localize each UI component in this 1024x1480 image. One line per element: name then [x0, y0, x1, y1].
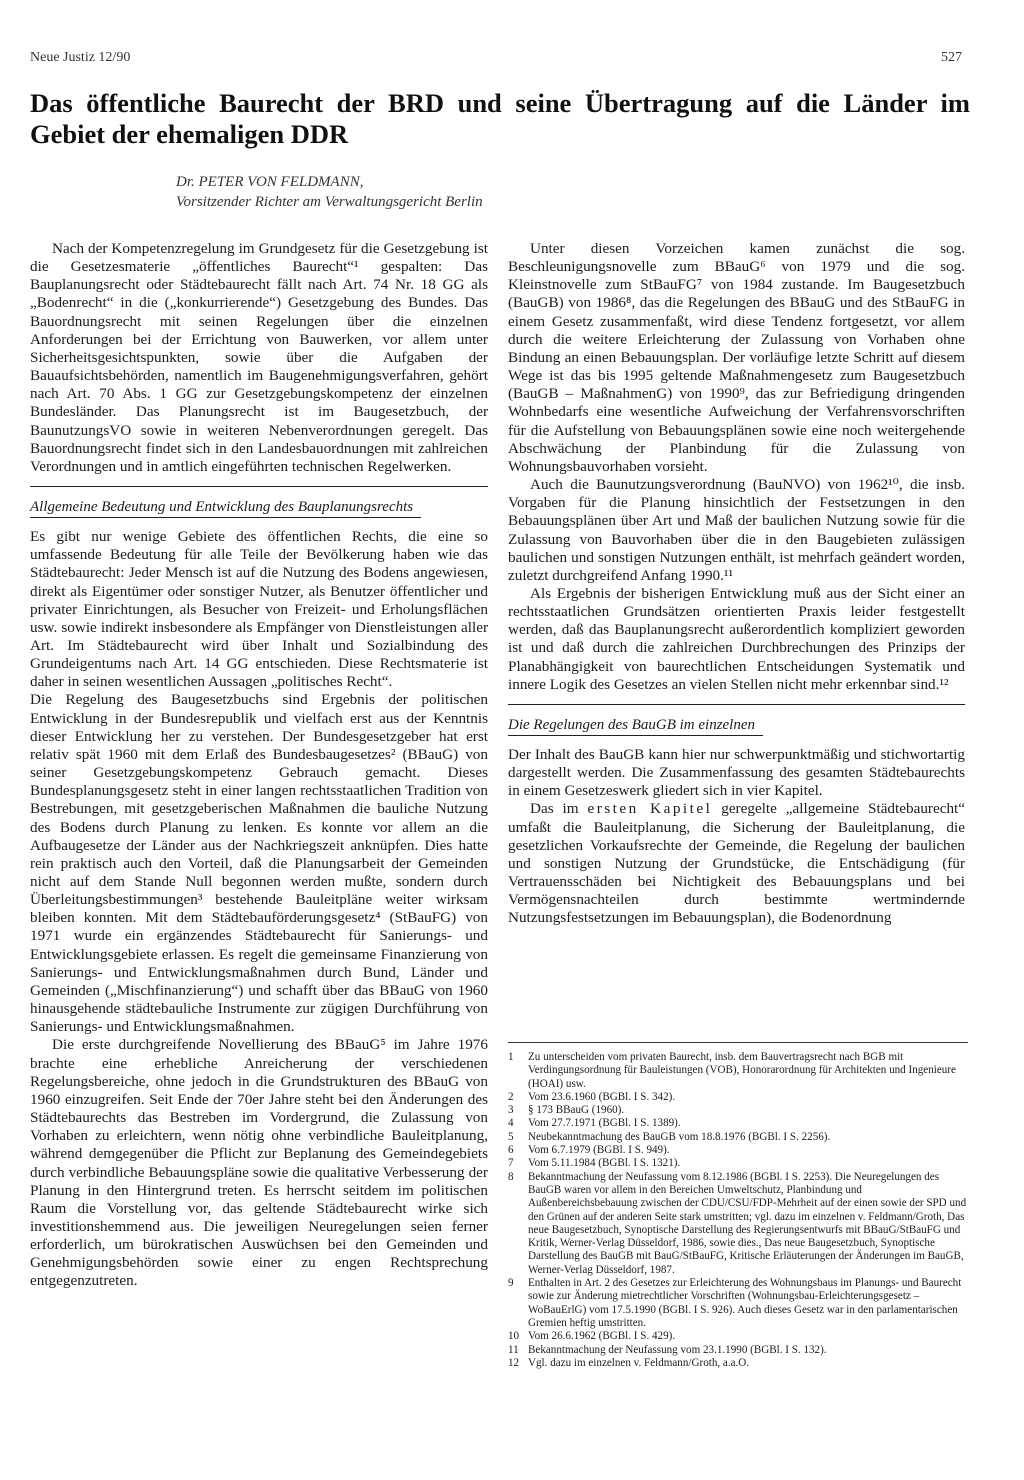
section-heading: Allgemeine Bedeutung und Entwicklung des Bauplanungsrechts	[30, 497, 421, 518]
author-name: Dr. PETER VON FELDMANN,	[176, 174, 364, 190]
footnote-number: 4	[508, 1117, 514, 1130]
footnote-number: 8	[508, 1170, 514, 1183]
footnote-number: 9	[508, 1277, 514, 1290]
text-run: geregelte „allgemeine Städtebaurecht“ umfaßt die Bauleitplanung, die Sicherung der Bauleitplanung, die gesetzlichen Vorkaufsrechte der Gemeinde, die Regelung der baulichen und sonstigen Nutzung der Grundstücke, die Entschädigung (für Vertrauensschäden bei Nichtigkeit des Bebauungsplans und bei Vermögensnachteilen durch bestimmte wertmindernde Nutzungsfestsetzungen im Bebauungsplan), die Bodenordnung	[508, 800, 966, 927]
running-header-journal: Neue Justiz 12/90	[30, 50, 131, 65]
footnote	[508, 1131, 968, 1144]
page-number: 527	[941, 50, 962, 65]
article-title: Das öffentliche Baurecht der BRD und seine Übertragung auf die Länder im Gebiet der ehemaligen DDR	[30, 88, 970, 149]
section-heading-block	[30, 486, 488, 518]
footnote-text: Zu unterscheiden vom privaten Baurecht, insb. dem Bauvertragsrecht nach BGB mit Verdingungsordnung für Bauleistungen (VOB), Honorarordnung für Architekten und Ingenieure (HOAI) usw.	[528, 1051, 956, 1090]
footnote-text: Vgl. dazu im einzelnen v. Feldmann/Groth, a.a.O.	[528, 1356, 750, 1369]
footnote	[508, 1051, 968, 1091]
footnote	[508, 1104, 968, 1117]
body-paragraph: Es gibt nur wenige Gebiete des öffentlichen Rechts, die eine so umfassende Bedeutung für alle Teile der Bevölkerung haben wie das Städtebaurecht: Jeder Mensch ist auf die Nutzung des Bodens angewiesen, direkt als Eigentümer oder sonstiger Nutzer, als Benutzer öffentlicher und privater Einrichtungen, als Besucher von Freizeit- und Erholungsflächen usw. sowie indirekt insbesondere als Empfänger von Dienstleistungen aller Art. Im Städtebaurecht wird über Inhalt und Sozialbindung des Grundeigentums nach Art. 14 GG entschieden. Diese Rechtsmaterie ist daher in seinen wesentlichen Aussagen „politisches Recht“.	[30, 528, 488, 691]
right-column	[508, 240, 965, 927]
footnote	[508, 1344, 968, 1357]
footnote	[508, 1357, 968, 1370]
body-paragraph: Die Regelung des Baugesetzbuchs sind Ergebnis der politischen Entwicklung in der Bundesrepublik und vielfach erst aus der Kenntnis dieser Entwicklung her zu verstehen. Der Bundesgesetzgeber hat erst relativ spät 1960 mit dem Erlaß des Bundesbaugesetzes² (BBauG) von seiner Gesetzgebungskompetenz Gebrauch gemacht. Dieses Bundesplanungsgesetz steht in einer langen rechtsstaatlichen Tradition von Bestrebungen, mit gesetzgeberischen Maßnahmen die bauliche Nutzung des Bodens durch Planung zu lenken. Es konnte vor allem an die Aufbaugesetze der Länder aus der Nachkriegszeit anknüpfen. Dies hatte rein praktisch auch den Vorteil, daß die Planungsarbeit der Gemeinden nicht auf dem Stande Null begonnen werden mußte, sondern durch Überleitungsbestimmungen³ bestehende Bauleitpläne weiter wirksam bleiben konnten. Mit dem Städtebauförderungsgesetz⁴ (StBauFG) von 1971 wurde ein ergänzendes Städtebaurecht für Sanierungs- und Entwicklungsgebiete erlassen. Es regelt die gemeinsame Finanzierung von Sanierungs- und Entwicklungsmaßnahmen durch Bund, Länder und Gemeinden („Mischfinanzierung“) und schafft über das BBauG von 1960 hinausgehende städtebauliche Instrumente zur zügigen Durchführung von Sanierungs- und Entwicklungsmaßnahmen.	[30, 691, 488, 1036]
body-paragraph: Unter diesen Vorzeichen kamen zunächst die sog. Beschleunigungsnovelle zum BBauG⁶ von 1979 und die sog. Kleinstnovelle zum StBauFG⁷ von 1984 zustande. Im Baugesetzbuch (BauGB) von 1986⁸, das die Regelungen des BBauG und des StBauFG in einem Gesetz zusammenfaßt, wird diese Tendenz fortgesetzt, vor allem durch die weitere Erleichterung der Zulassung von Vorhaben ohne Bindung an einen Bebauungsplan. Der vorläufige letzte Schritt auf diesem Wege ist das bis 1995 geltende Maßnahmengesetz zum Baugesetzbuch (BauGB – MaßnahmenG) von 1990⁹, das zur Befriedigung dringenden Wohnbedarfs eine wesentliche Aufweichung der Verfahrensvorschriften für die Aufstellung von Bebauungsplänen sowie eine noch weitergehende Abschwächung der Planbindung für die Zulassung von Wohnungsbauvorhaben vorsieht.	[508, 240, 965, 475]
footnote	[508, 1091, 968, 1104]
footnote-number: 12	[508, 1356, 520, 1369]
body-paragraph: Als Ergebnis der bisherigen Entwicklung muß aus der Sicht einer an rechtsstaatlichen Grundsätzen orientierten Praxis leider festgestellt werden, daß das Bauplanungsrecht außerordentlich kompliziert geworden ist und daß durch die zahlreichen Durchbrechungen des Prinzips der Planabhängigkeit von baurechtlichen Entscheidungen Systematik und innere Logik des Gesetzes an vielen Stellen nicht mehr erkennbar sind.¹²	[508, 584, 965, 693]
footnote-text: Neubekanntmachung des BauGB vom 18.8.1976 (BGBl. I S. 2256).	[528, 1130, 831, 1143]
section-heading-block	[508, 704, 965, 736]
body-paragraph	[508, 800, 965, 927]
footnote-text: Bekanntmachung der Neufassung vom 23.1.1990 (BGBl. I S. 132).	[528, 1343, 827, 1356]
footnote	[508, 1157, 968, 1170]
author-role: Vorsitzender Richter am Verwaltungsgericht Berlin	[176, 194, 483, 210]
footnotes	[508, 1042, 968, 1370]
footnote-text: Vom 26.6.1962 (BGBl. I S. 429).	[528, 1330, 676, 1343]
footnote-number: 10	[508, 1330, 520, 1343]
emphasized-term: ersten Kapitel	[587, 800, 713, 818]
footnote-number: 11	[508, 1343, 519, 1356]
footnote-number: 5	[508, 1130, 514, 1143]
footnote-text: Bekanntmachung der Neufassung vom 8.12.1986 (BGBl. I S. 2253). Die Neuregelungen des BauGB waren vor allem in den Bereichen Umweltschutz, Planbindung und Außenbereichsbebauung zwischen der CDU/CSU/FDP-Mehrheit auf der einen sowie der SPD und den Grünen auf der anderen Seite stark umstritten; vgl. dazu im einzelnen v. Feldmann/Groth, Das neue Baugesetzbuch, Synoptische Darstellung des Regierungsentwurfs mit BBauG/StBauFG und Kritik, Werner-Verlag Düsseldorf, 1986, sowie dies., Das neue Baugesetzbuch, Synoptische Darstellung des BauGB mit BauG/StBauFG, Kritische Erläuterungen der Änderungen im BauGB, Werner-Verlag Düsseldorf, 1987.	[528, 1170, 967, 1276]
text-run: Das im	[530, 800, 588, 818]
footnote-number: 2	[508, 1090, 514, 1103]
footnote-number: 6	[508, 1144, 514, 1157]
footnote-text: Vom 6.7.1979 (BGBl. I S. 949).	[528, 1144, 670, 1157]
left-column	[30, 240, 488, 1291]
footnote	[508, 1330, 968, 1343]
footnote-text: Enthalten in Art. 2 des Gesetzes zur Erleichterung des Wohnungsbaus im Planungs- und Baurecht sowie zur Änderung mietrechtlicher Vorschriften (Wohnungsbau-Erleichterungsgesetz – WoBauErlG) vom 17.5.1990 (BGBl. I S. 926). Auch dieses Gesetz war in den parlamentarischen Gremien heftig umstritten.	[528, 1277, 962, 1329]
footnote-number: 1	[508, 1051, 514, 1063]
intro-paragraph: Nach der Kompetenzregelung im Grundgesetz für die Gesetzgebung ist die Gesetzesmaterie „öffentliches Baurecht“¹ gespalten: Das Bauplanungsrecht oder Städtebaurecht fällt nach Art. 74 Nr. 18 GG als „Bodenrecht“ in die („konkurrierende“) Gesetzgebung des Bundes. Das Bauordnungsrecht mit seinen Regelungen über die einzelnen Anforderungen bei der Errichtung von Bauwerken, vor allem unter Sicherheitsgesichtspunkten, sowie über die Aufgaben der Bauaufsichtsbehörden, namentlich im Baugenehmigungsverfahren, gehört nach Art. 70 Abs. 1 GG zur Gesetzgebungskompetenz der einzelnen Bundesländer. Das Planungsrecht ist im Baugesetzbuch, der BaunutzungsVO sowie in weiteren Nebenverordnungen geregelt. Das Bauordnungsrecht findet sich in den Landesbauordnungen mit zahlreichen Verordnungen und in amtlich eingeführten technischen Regelwerken.	[30, 240, 488, 475]
footnote	[508, 1117, 968, 1130]
body-paragraph: Der Inhalt des BauGB kann hier nur schwerpunktmäßig und stichwortartig dargestellt werden. Die Zusammenfassung des gesamten Städtebaurechts in einem Gesetzeswerk gliedert sich in vier Kapitel.	[508, 745, 965, 800]
footnote	[508, 1144, 968, 1157]
footnote-text: Vom 23.6.1960 (BGBl. I S. 342).	[528, 1090, 676, 1103]
body-paragraph: Die erste durchgreifende Novellierung des BBauG⁵ im Jahre 1976 brachte eine erhebliche Anreicherung der verschiedenen Regelungsbereiche, ohne jedoch in die Grundstrukturen des BBauG von 1960 einzugreifen. Seit Ende der 70er Jahre steht bei den Änderungen des Städtebaurechts das Bestreben im Vordergrund, die Zulassung von Vorhaben zu erleichtern, wenn nötig ohne verbindliche Bauleitplanung, während demgegenüber die Pflicht zur Beplanung des Gemeindegebiets durch verbindliche Bebauungspläne sowie die qualitative Verbesserung der Planung in den Hintergrund treten. Es herrscht seitdem im politischen Raum die Vorstellung vor, das geltende Städtebaurecht wirke sich investitionshemmend aus. Die jeweiligen Neuregelungen seien ferner erforderlich, um bürokratischen Auswüchsen bei den Gemeinden und Genehmigungsbehörden sowie einer zu engen Rechtsprechung entgegenzutreten.	[30, 1036, 488, 1290]
body-paragraph: Auch die Baunutzungsverordnung (BauNVO) von 1962¹⁰, die insb. Vorgaben für die Planung hinsichtlich der Festsetzungen in den Bebauungsplänen über Art und Maß der baulichen Nutzung sowie für die Zulassung von Bauvorhaben über die in den Baugebieten zulässigen baulichen und sonstigen Nutzungen enthält, ist mehrfach geändert worden, zuletzt durchgreifend Anfang 1990.¹¹	[508, 476, 965, 584]
byline	[176, 172, 483, 212]
footnote	[508, 1277, 968, 1330]
footnote-number: 3	[508, 1104, 514, 1117]
footnote	[508, 1171, 968, 1277]
footnote-text: Vom 27.7.1971 (BGBl. I S. 1389).	[528, 1117, 681, 1130]
footnote-text: Vom 5.11.1984 (BGBl. I S. 1321).	[528, 1157, 681, 1170]
footnote-number: 7	[508, 1157, 514, 1170]
footnote-text: § 173 BBauG (1960).	[528, 1104, 625, 1117]
section-heading: Die Regelungen des BauGB im einzelnen	[508, 715, 763, 736]
